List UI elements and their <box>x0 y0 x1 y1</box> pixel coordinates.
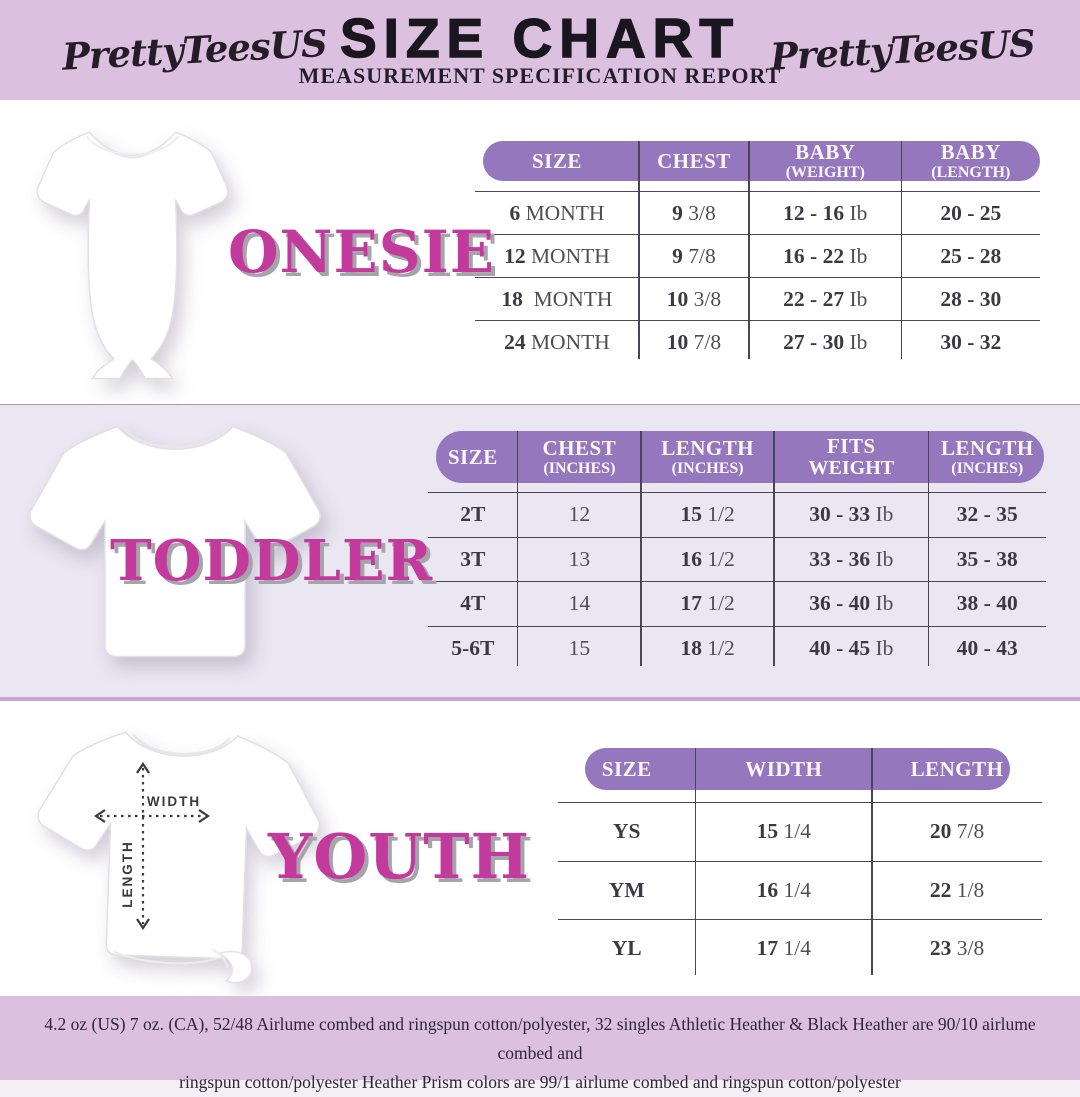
table-row <box>475 320 1040 363</box>
header-gap <box>428 483 1046 492</box>
page-subtitle: MEASUREMENT SPECIFICATION REPORT <box>298 63 782 88</box>
column-header: SIZE <box>601 756 652 781</box>
column-header: LENGTH (INCHES) <box>940 436 1034 477</box>
column-header: SIZE <box>447 444 498 469</box>
section-divider <box>0 697 1080 701</box>
table-cell: 15 1/2 <box>680 502 735 527</box>
table-cell: 20 7/8 <box>929 819 985 844</box>
onesie-section-title: ONESIE <box>228 218 495 286</box>
fabric-specification-text <box>30 1010 1050 1097</box>
table-cell: YS <box>612 819 641 844</box>
table-cell: 5-6T <box>451 635 495 660</box>
table-cell: 2T <box>460 502 486 527</box>
table-cell: 4T <box>460 591 486 616</box>
toddler-size-table <box>428 431 1046 666</box>
column-divider <box>773 431 775 666</box>
column-divider <box>871 748 873 975</box>
table-cell: 12 <box>568 502 591 527</box>
column-divider <box>517 431 519 666</box>
toddler-section-title: TODDLER <box>110 528 434 594</box>
fabric-spec-line-2: ringspun cotton/polyester Heather Prism colors are 99/1 airlume combed and ringspun cotton/polyester <box>179 1072 901 1092</box>
table-cell: 16 1/2 <box>680 546 735 571</box>
table-cell: 25 - 28 <box>940 243 1002 268</box>
column-header: FITS WEIGHT <box>808 433 895 479</box>
table-cell: 32 - 35 <box>956 502 1018 527</box>
table-cell: 12 MONTH <box>504 243 610 268</box>
table-cell: 22 1/8 <box>929 877 985 902</box>
column-divider <box>748 141 750 359</box>
table-cell: 23 3/8 <box>929 936 985 961</box>
column-divider <box>901 141 903 359</box>
table-row <box>475 234 1040 277</box>
brand-logo-left: PrettyTeesUS <box>61 20 328 79</box>
table-header-row <box>558 748 1042 790</box>
table-cell: 9 3/8 <box>672 200 716 225</box>
brand-logo-right: PrettyTeesUS <box>769 20 1036 79</box>
table-cell: 13 <box>568 546 591 571</box>
table-header-row <box>428 431 1046 483</box>
table-row <box>475 277 1040 320</box>
table-cell: 28 - 30 <box>940 286 1002 311</box>
table-cell: 17 1/4 <box>756 936 811 961</box>
table-row <box>558 919 1042 978</box>
youth-section-title: YOUTH <box>268 820 531 893</box>
column-header: LENGTH <box>910 756 1004 781</box>
table-cell: 16 - 22 Ib <box>783 243 868 268</box>
table-cell: 40 - 45 Ib <box>809 635 894 660</box>
column-header: BABY (LENGTH) <box>931 140 1011 181</box>
column-header: BABY (WEIGHT) <box>785 140 865 181</box>
width-arrow-label: WIDTH <box>146 794 202 809</box>
column-header: WIDTH <box>745 756 823 781</box>
table-cell: 9 7/8 <box>672 243 716 268</box>
column-divider <box>638 141 640 359</box>
youth-size-table <box>558 748 1042 975</box>
table-cell: 12 - 16 Ib <box>783 200 868 225</box>
column-divider <box>640 431 642 666</box>
table-cell: 22 - 27 Ib <box>783 286 868 311</box>
column-header: CHEST <box>657 148 731 173</box>
table-cell: 16 1/4 <box>756 877 811 902</box>
table-cell: YM <box>608 877 645 902</box>
table-header-row <box>475 141 1040 181</box>
table-cell: 30 - 33 Ib <box>809 502 894 527</box>
table-cell: 10 3/8 <box>666 286 722 311</box>
table-cell: 18 MONTH <box>501 286 613 311</box>
table-cell: 40 - 43 <box>956 635 1018 660</box>
column-divider <box>928 431 930 666</box>
table-cell: 15 <box>568 635 591 660</box>
column-header: SIZE <box>531 148 582 173</box>
table-row <box>428 626 1046 671</box>
table-row <box>428 492 1046 537</box>
table-cell: 15 1/4 <box>756 819 811 844</box>
table-row <box>558 861 1042 920</box>
page-title: SIZE CHART <box>340 7 740 69</box>
column-header: LENGTH (INCHES) <box>661 436 755 477</box>
table-cell: 27 - 30 Ib <box>783 329 868 354</box>
table-cell: 18 1/2 <box>680 635 735 660</box>
table-cell: 20 - 25 <box>940 200 1002 225</box>
table-cell: 30 - 32 <box>940 329 1002 354</box>
onesie-image <box>25 112 240 387</box>
table-row <box>428 581 1046 626</box>
table-row <box>428 537 1046 582</box>
onesie-size-table <box>475 141 1040 359</box>
table-cell: 33 - 36 Ib <box>809 546 894 571</box>
table-row <box>475 191 1040 234</box>
table-cell: 36 - 40 Ib <box>809 591 894 616</box>
header-gap <box>558 790 1042 802</box>
column-divider <box>695 748 697 975</box>
length-arrow-label: LENGTH <box>120 840 135 908</box>
table-cell: 10 7/8 <box>666 329 722 354</box>
table-cell: 24 MONTH <box>504 329 610 354</box>
header-gap <box>475 181 1040 191</box>
table-cell: 38 - 40 <box>956 591 1018 616</box>
table-row <box>558 802 1042 861</box>
fabric-spec-line-1: 4.2 oz (US) 7 oz. (CA), 52/48 Airlume combed and ringspun cotton/polyester, 32 singles Athletic Heather & Black Heather are 90/10 airlume combed and <box>44 1014 1036 1063</box>
table-cell: 35 - 38 <box>956 546 1018 571</box>
table-cell: 14 <box>568 591 591 616</box>
table-cell: YL <box>611 936 642 961</box>
table-cell: 3T <box>460 546 486 571</box>
table-cell: 6 MONTH <box>509 200 605 225</box>
table-cell: 17 1/2 <box>680 591 735 616</box>
column-header: CHEST (INCHES) <box>542 436 617 477</box>
